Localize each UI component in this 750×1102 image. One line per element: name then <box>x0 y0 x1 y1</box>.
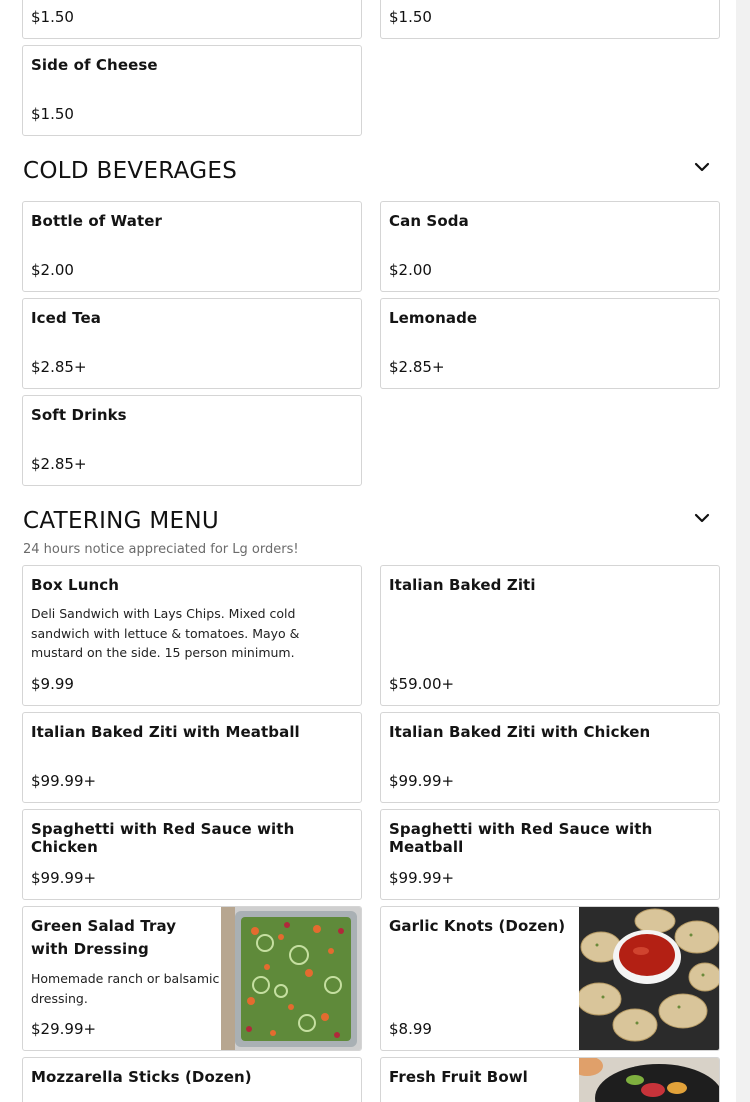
item-price: $2.85+ <box>31 358 87 376</box>
item-price: $99.99+ <box>31 869 97 887</box>
item-name: Green Salad Tray with Dressing <box>31 917 177 958</box>
catering-header[interactable] <box>22 486 720 546</box>
section-title: COLD BEVERAGES <box>23 158 238 184</box>
item-price: $1.50 <box>31 105 74 123</box>
menu-item-card[interactable] <box>380 809 720 900</box>
catering-grid <box>22 565 720 1102</box>
menu-item-card[interactable] <box>380 906 720 1051</box>
item-price: $2.00 <box>31 261 74 279</box>
menu-item-card[interactable] <box>380 712 720 803</box>
menu-item-card[interactable] <box>22 0 362 39</box>
menu-item-card[interactable] <box>22 565 362 706</box>
menu-item-card[interactable] <box>22 45 362 136</box>
menu-item-card[interactable] <box>380 0 720 39</box>
item-price: $1.50 <box>31 8 74 26</box>
item-name: Side of Cheese <box>31 56 158 74</box>
item-name: Lemonade <box>389 309 478 327</box>
section-title: CATERING MENU <box>23 508 220 534</box>
menu-content <box>22 0 720 1102</box>
item-name: Spaghetti with Red Sauce with Meatball <box>389 820 653 856</box>
menu-item-card[interactable] <box>380 298 720 389</box>
item-price: $29.99+ <box>31 1020 97 1038</box>
item-name: Italian Baked Ziti with Meatball <box>31 723 300 741</box>
menu-item-card[interactable] <box>22 809 362 900</box>
item-price: $9.99 <box>31 675 74 693</box>
menu-item-card[interactable] <box>22 1057 362 1102</box>
item-name: Box Lunch <box>31 576 120 594</box>
cold-beverages-header[interactable] <box>22 136 720 201</box>
cold-beverages-grid <box>22 201 720 486</box>
item-price: $2.00 <box>389 261 432 279</box>
item-name: Fresh Fruit Bowl <box>389 1068 528 1086</box>
menu-item-card[interactable] <box>22 298 362 389</box>
item-price: $59.00+ <box>389 675 455 693</box>
menu-item-card[interactable] <box>380 201 720 292</box>
scrollbar[interactable] <box>736 0 750 1102</box>
menu-item-card[interactable] <box>380 565 720 706</box>
item-price: $1.50 <box>389 8 432 26</box>
item-name: Mozzarella Sticks (Dozen) <box>31 1068 252 1086</box>
menu-item-card[interactable] <box>22 201 362 292</box>
salad-tray-photo <box>221 907 361 1050</box>
item-price: $8.99 <box>389 1020 432 1038</box>
item-name: Can Soda <box>389 212 469 230</box>
item-name: Garlic Knots (Dozen) <box>389 917 566 935</box>
menu-item-card[interactable] <box>22 906 362 1051</box>
menu-item-card[interactable] <box>22 395 362 486</box>
menu-item-card[interactable] <box>22 712 362 803</box>
garlic-knots-photo <box>579 907 719 1050</box>
item-name: Italian Baked Ziti <box>389 576 536 594</box>
item-price: $99.99+ <box>31 772 97 790</box>
chevron-down-icon[interactable] <box>692 508 712 528</box>
catering-notice: 24 hours notice appreciated for Lg orders! <box>23 542 299 557</box>
item-name: Soft Drinks <box>31 406 127 424</box>
item-name: Italian Baked Ziti with Chicken <box>389 723 651 741</box>
fruit-bowl-photo <box>579 1058 719 1102</box>
item-price: $99.99+ <box>389 869 455 887</box>
item-name: Iced Tea <box>31 309 101 327</box>
item-price: $2.85+ <box>31 455 87 473</box>
item-price: $2.85+ <box>389 358 445 376</box>
item-name: Bottle of Water <box>31 212 163 230</box>
item-price: $99.99+ <box>389 772 455 790</box>
item-description: Homemade ranch or balsamic dressing. <box>31 971 220 1006</box>
menu-item-card[interactable] <box>380 1057 720 1102</box>
chevron-down-icon[interactable] <box>692 157 712 177</box>
item-name: Spaghetti with Red Sauce with Chicken <box>31 820 295 856</box>
item-description: Deli Sandwich with Lays Chips. Mixed cold sandwich with lettuce & tomatoes. Mayo & mustard on the side. 15 person minimum. <box>31 606 300 660</box>
sides-grid <box>22 0 720 136</box>
